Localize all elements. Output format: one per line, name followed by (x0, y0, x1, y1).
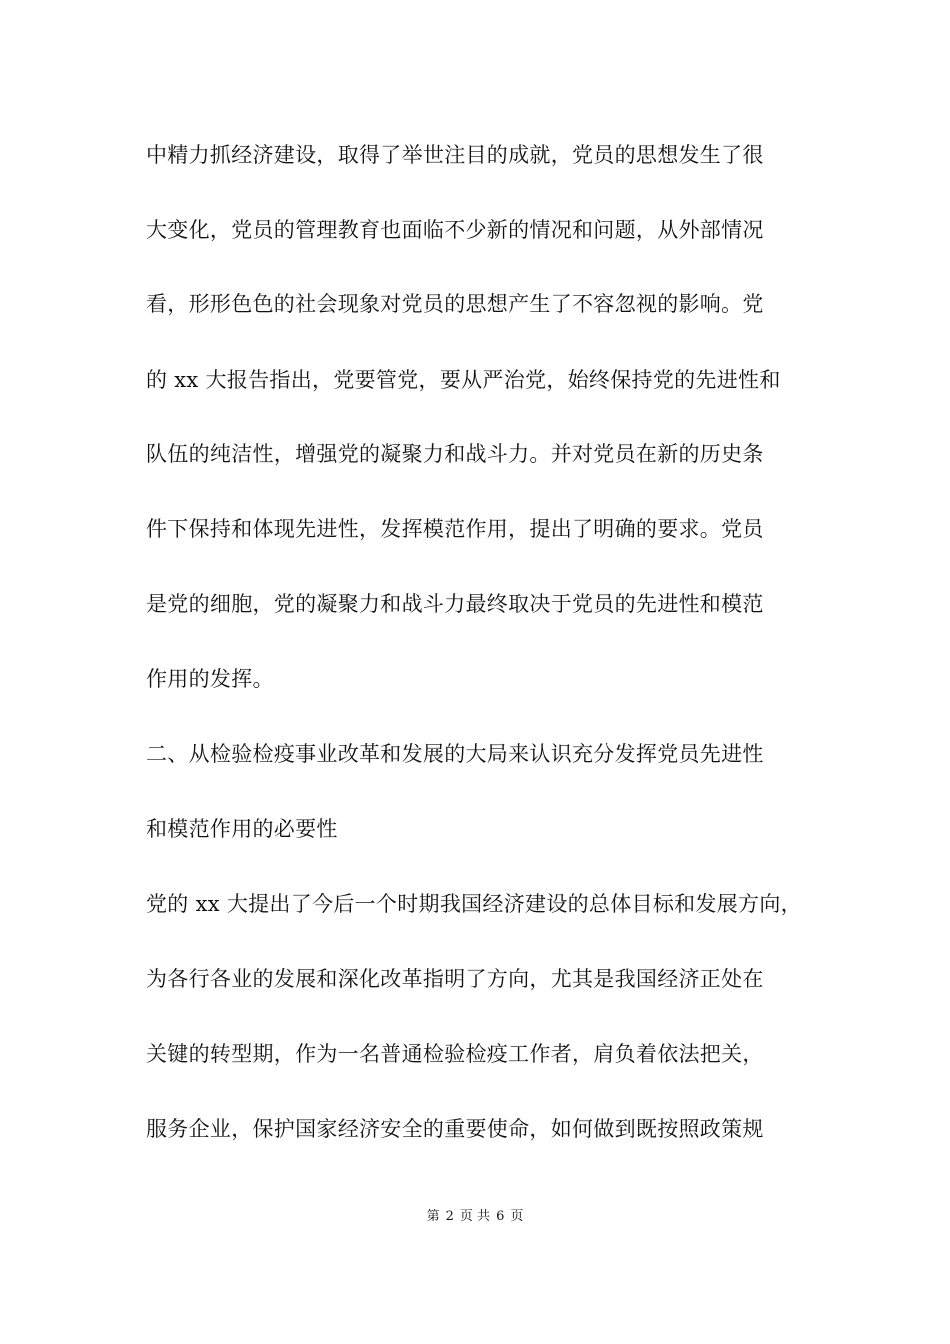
footer-prefix: 第 (426, 1209, 440, 1224)
section-heading-line-2: 和模范作用的必要性 (146, 817, 338, 841)
footer-total-pages: 6 (496, 1209, 505, 1224)
body-line-4: 的 xx 大报告指出，党要管党，要从严治党，始终保持党的先进性和 (146, 368, 781, 392)
page-footer (0, 1208, 950, 1226)
body-line-5: 队伍的纯洁性，增强党的凝聚力和战斗力。并对党员在新的历史条 (146, 442, 764, 466)
footer-current-page: 2 (445, 1209, 454, 1224)
footer-middle: 页 共 (459, 1209, 491, 1224)
section-heading-line-1: 二、从检验检疫事业改革和发展的大局来认识充分发挥党员先进性 (146, 742, 764, 766)
body-line-13: 关键的转型期，作为一名普通检验检疫工作者，肩负着依法把关， (146, 1042, 764, 1066)
body-line-6: 件下保持和体现先进性，发挥模范作用，提出了明确的要求。党员 (146, 517, 764, 541)
body-line-14: 服务企业，保护国家经济安全的重要使命，如何做到既按照政策规 (146, 1117, 764, 1141)
body-line-8: 作用的发挥。 (146, 667, 274, 691)
body-line-1: 中精力抓经济建设，取得了举世注目的成就，党员的思想发生了很 (146, 143, 764, 167)
body-line-7: 是党的细胞，党的凝聚力和战斗力最终取决于党员的先进性和模范 (146, 592, 764, 616)
body-line-3: 看，形形色色的社会现象对党员的思想产生了不容忽视的影响。党 (146, 292, 764, 316)
body-line-2: 大变化，党员的管理教育也面临不少新的情况和问题，从外部情况 (146, 218, 764, 242)
body-line-12: 为各行各业的发展和深化改革指明了方向，尤其是我国经济正处在 (146, 967, 764, 991)
footer-suffix: 页 (510, 1209, 524, 1224)
body-line-11: 党的 xx 大提出了今后一个时期我国经济建设的总体目标和发展方向， (146, 892, 802, 916)
